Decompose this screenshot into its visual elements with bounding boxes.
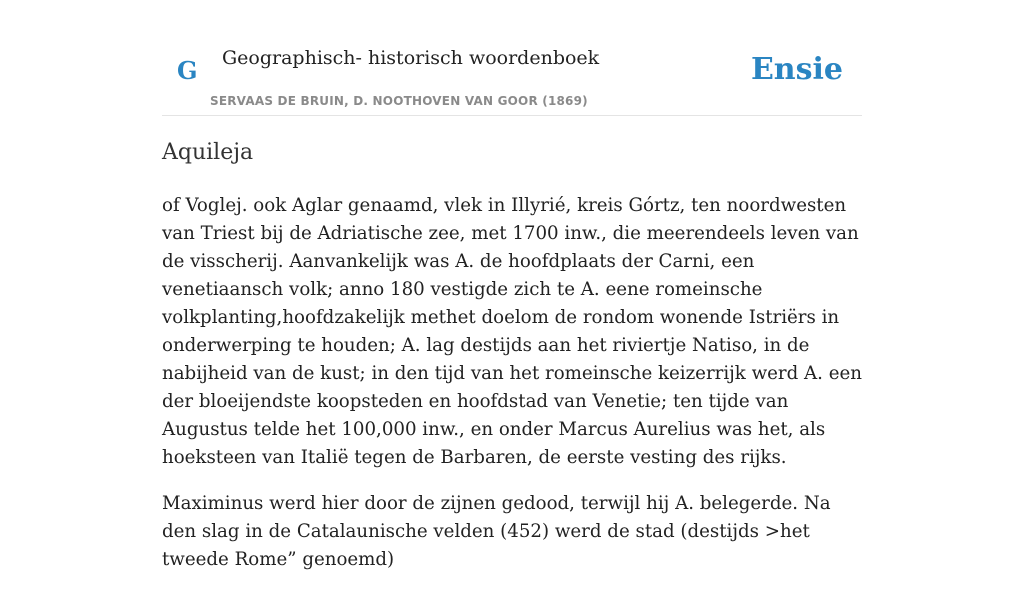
entry-paragraph: Maximinus werd hier door de zijnen gedood, terwijl hij A. belegerde. Na den slag in de Catalaunische velden (452) werd de stad (destijds >het tweede Rome” genoemd)	[162, 493, 831, 570]
entry-title: Aquileja	[162, 140, 254, 165]
book-author: SERVAAS DE BRUIN, D. NOOTHOVEN VAN GOOR (1869)	[210, 94, 588, 108]
book-title-link[interactable]: Geographisch- historisch woordenboek	[222, 47, 600, 69]
entry-paragraph: of Voglej. ook Aglar genaamd, vlek in Illyrié, kreis Górtz, ten noordwesten van Triest bij de Adriatische zee, met 1700 inw., die meerendeels leven van de visscherij. Aanvankelijk was A. de hoofdplaats der Carni, een venetiaansch volk; anno 180 vestigde zich te A. eene romeinsche volkplanting,hoofdzakelijk methet doelom de rondom wonende Istriërs in onderwerping te houden; A. lag destijds aan het riviertje Natiso, in de nabijheid van de kust; in den tijd van het romeinsche keizerrijk werd A. een der bloeijendste koopsteden en hoofdstad van Venetie; ten tijde van Augustus telde het 100,000 inw., en onder Marcus Aurelius was het, als hoeksteen van Italië tegen de Barbaren, de eerste vesting des rijks.	[162, 195, 862, 468]
book-letter-badge[interactable]: G	[177, 56, 198, 85]
book-header	[162, 38, 862, 116]
ensie-logo-link[interactable]: Ensie	[750, 52, 843, 87]
entry-content	[162, 192, 864, 592]
